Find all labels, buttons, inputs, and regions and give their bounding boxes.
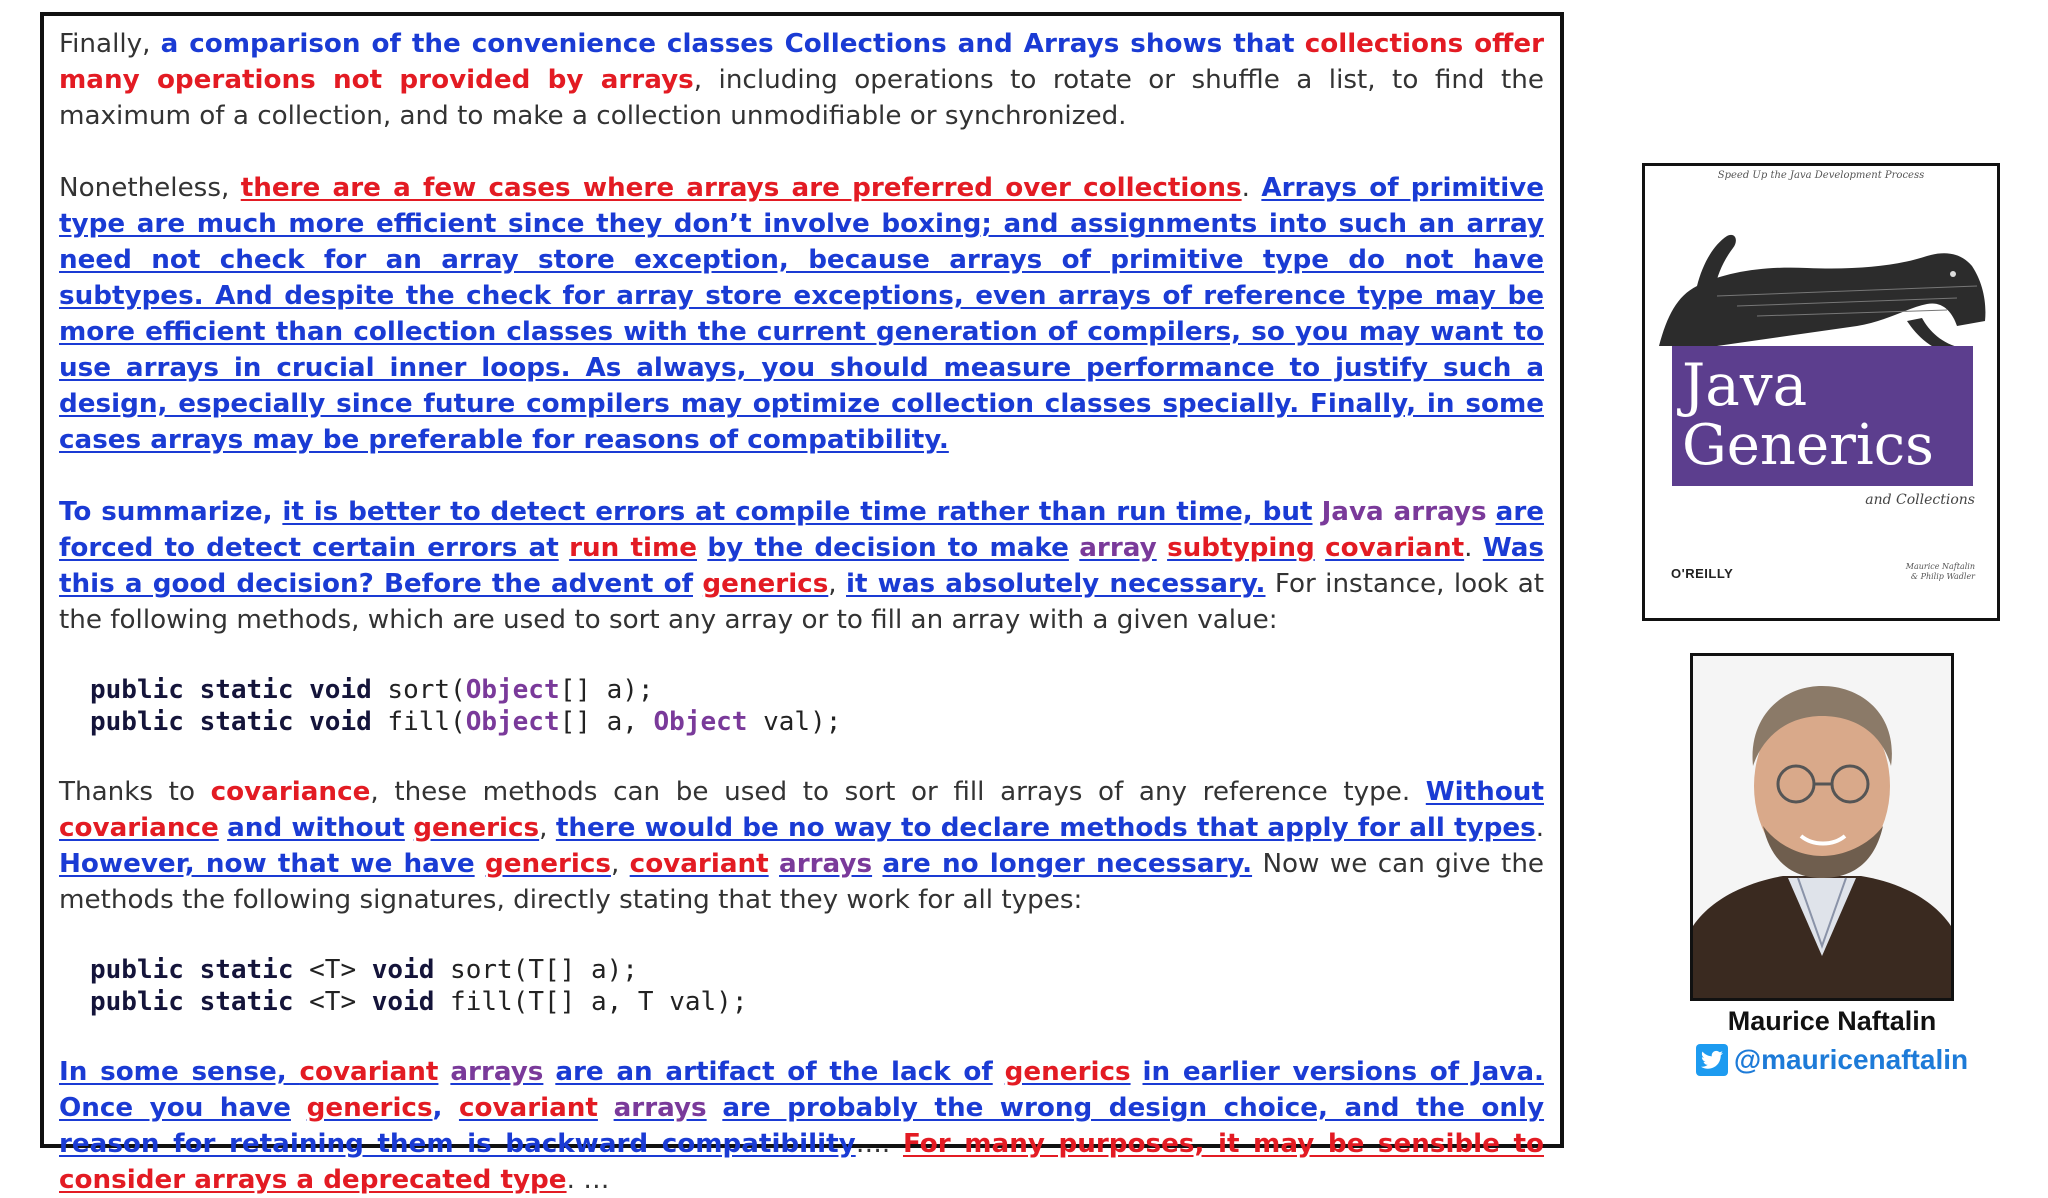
author-portrait-illustration [1693,656,1951,998]
book-authors: Maurice Naftalin & Philip Wadler [1905,562,1975,581]
paragraph-5: In some sense, covariant arrays are an artifact of the lack of generics in earlier versions of Java. Once you have generics, covariant arrays are probably the wrong design choice, and the only reason for retaining them is backward compatibility…. For many purposes, it may be sensible to consider arrays a deprecated type. … [59,1057,1545,1195]
code-line: public static <T> void sort(T[] a); [90,955,638,985]
code-line: public static <T> void fill(T[] a, T val); [90,987,748,1017]
book-cover [1642,163,2000,621]
book-title-box [1672,346,1973,486]
highlight-red: collections offer many operations not provided by arrays [59,29,1544,95]
paragraph-3: To summarize, it is better to detect errors at compile time rather than run time, but Java arrays are forced to detect certain errors at run time by the decision to make array subtyping covariant. Was this a good decision? Before the advent of generics, it was absolutely necessary. For instance, look at the following methods, which are used to sort any array or to fill an array with a given value: [59,497,1545,635]
crocodile-illustration [1657,226,1991,366]
book-title-line2: Generics [1682,413,1934,478]
highlight-purple: Java arrays [1321,497,1487,527]
twitter-link[interactable] [1620,1044,2044,1076]
twitter-bird-icon [1696,1044,1728,1076]
highlight-blue: a comparison of the convenience classes Collections and Arrays shows that [160,29,1295,59]
code-line: public static void sort(Object[] a); [90,675,654,705]
book-tagline: Speed Up the Java Development Process [1717,170,1925,181]
twitter-handle[interactable]: @mauricenaftalin [1733,1044,1969,1075]
underlined-blue: Arrays of primitive type are much more efficient since they don’t involve boxing; and assignments into such an array need not check for an array store exception, because arrays of primitive type do not have subtypes. And despite the check for array store exceptions, even arrays of reference type may be more efficient than collection classes with the current generation of compilers, so you may want to use arrays in crucial inner loops. As always, you should measure performance to justify such a design, especially since future compilers may optimize collection classes specially. Finally, in some cases arrays may be preferable for reasons of compatibility. [59,173,1545,455]
code-line: public static void fill(Object[] a, Object val); [90,707,842,737]
publisher-logo: O'REILLY [1671,566,1734,581]
paragraph-4: Thanks to covariance, these methods can be used to sort or fill arrays of any reference type. Without covariance and without generics, there would be no way to declare methods that apply for all types. However, now that we have generics, covariant arrays are no longer necessary. Now we can give the methods the following signatures, directly stating that they work for all types: [59,777,1545,915]
code-block-1 [90,674,1544,738]
author-photo [1690,653,1954,1001]
underlined-red: there are a few cases where arrays are preferred over collections [240,173,1242,203]
paragraph-2: Nonetheless, there are a few cases where arrays are preferred over collections. Arrays of primitive type are much more efficient since they don’t involve boxing; and assignments into such an array need not check for an array store exception, because arrays of primitive type do not have subtypes. And despite the check for array store exceptions, even arrays of reference type may be more efficient than collection classes with the current generation of compilers, so you may want to use arrays in crucial inner loops. As always, you should measure performance to justify such a design, especially since future compilers may optimize collection classes specially. Finally, in some cases arrays may be preferable for reasons of compatibility. [59,173,1545,455]
article-text-panel [40,12,1564,1195]
book-title-line1: Java [1682,351,1808,419]
paragraph-1: Finally, a comparison of the convenience classes Collections and Arrays shows that collections offer many operations not provided by arrays, including operations to rotate or shuffle a list, to find the maximum of a collection, and to make a collection unmodifiable or synchronized. [59,29,1544,131]
author-name: Maurice Naftalin [1727,1006,1937,1036]
code-block-2 [90,954,1544,1018]
book-subtitle: and Collections [1865,492,1975,508]
